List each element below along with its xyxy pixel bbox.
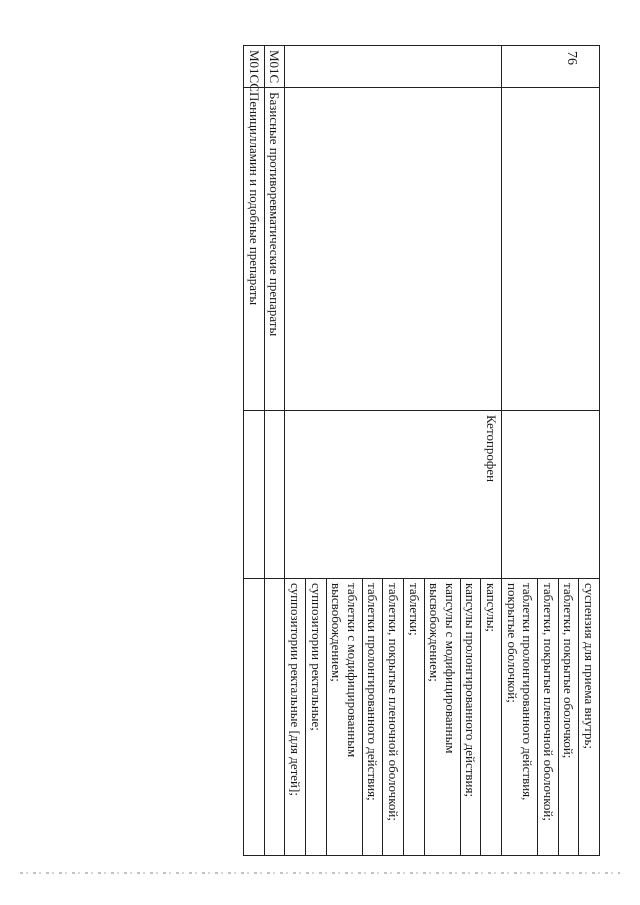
table-cell-form: таблетки;: [404, 579, 425, 856]
table-cell-group: [285, 88, 502, 411]
drug-table: [243, 45, 600, 856]
table-cell-code: M01CC: [244, 46, 265, 88]
scan-artifact-line: [20, 872, 620, 874]
table-cell-form: таблетки, покрытые пленочной оболочкой;: [383, 579, 404, 856]
table-cell-form: таблетки, покрытые пленочной оболочкой;: [538, 579, 559, 856]
table-cell-drug: [502, 411, 600, 579]
table-cell-code: [502, 46, 600, 88]
table-cell-form: [244, 579, 265, 856]
table-cell-form: суспензия для приема внутрь;: [579, 579, 600, 856]
table-cell-drug-ketoprofen: Кетопрофен: [285, 411, 502, 579]
table-cell-form: суппозитории ректальные;: [306, 579, 327, 856]
table-cell-group: Базисные противоревматические препараты: [264, 88, 285, 411]
table-cell-form: капсулы пролонгированного действия;: [460, 579, 481, 856]
drug-table-container: [65, 45, 600, 855]
table-cell-drug: [244, 411, 265, 579]
table-cell-code: M01C: [264, 46, 285, 88]
table-cell-form: таблетки пролонгированного действия;: [362, 579, 383, 856]
table-row: [579, 46, 600, 856]
table-cell-form: суппозитории ректальные [для детей];: [285, 579, 306, 856]
table-cell-group: [502, 88, 600, 411]
table-cell-form: таблетки, покрытые оболочкой;: [558, 579, 579, 856]
table-cell-form: капсулы с модифицированным высвобождением;: [424, 579, 460, 856]
drug-table-rotated: [65, 45, 600, 855]
table-cell-group: Пеницилламин и подобные препараты: [244, 88, 265, 411]
table-cell-code: [285, 46, 502, 88]
table-cell-form: [264, 579, 285, 856]
table-row-m01cc: [244, 46, 265, 856]
page-number: 76: [564, 51, 579, 65]
table-cell-form: капсулы;: [481, 579, 502, 856]
table-cell-drug: [264, 411, 285, 579]
table-row: [481, 46, 502, 856]
table-cell-form: таблетки пролонгированного действия, покрытые оболочкой;: [502, 579, 538, 856]
table-cell-form: таблетки с модифицированным высвобождением;: [326, 579, 362, 856]
table-row-m01c: [264, 46, 285, 856]
